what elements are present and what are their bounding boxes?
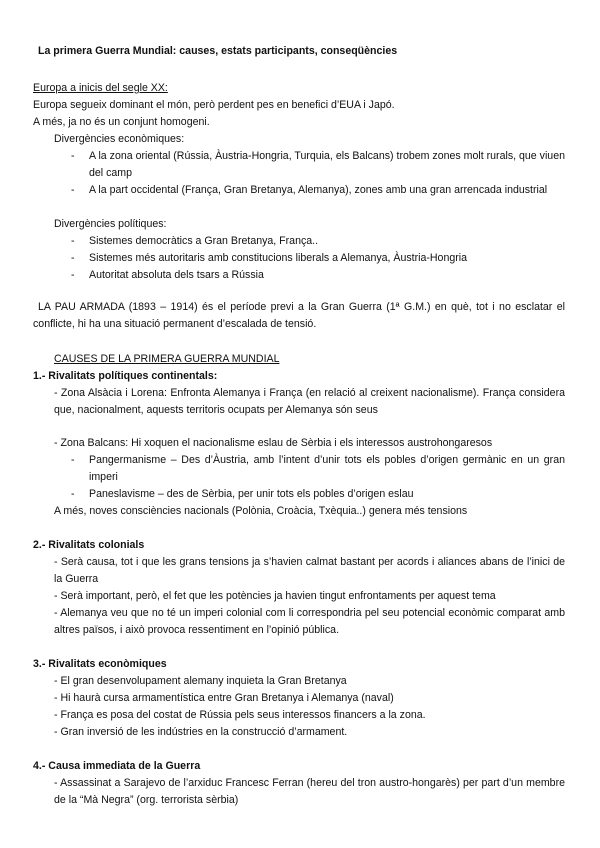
cause-2-item-2: - Serà important, però, el fet que les potències ja havien tingut enfrontaments per aquest tema [54, 590, 496, 602]
cause-3-item-3: - França es posa del costat de Rússia pels seus interessos financers a la zona. [54, 709, 426, 721]
pol-item-tsars: Autoritat absoluta dels tsars a Rússia [89, 269, 264, 281]
list-dash: - [71, 269, 75, 281]
cause-2-item-1: - Serà causa, tot i que les grans tensions ja s’havien calmat bastant per acords i aliances abans de l’inici de la Guerra [54, 556, 565, 585]
cause-1-panslavism: Paneslavisme – des de Sèrbia, per unir tots els pobles d’origen eslau [89, 488, 414, 500]
econ-item-west: A la part occidental (França, Gran Bretanya, Alemanya), zones amb una gran arrencada industrial [89, 184, 548, 196]
cause-3-item-1: - El gran desenvolupament alemany inquieta la Gran Bretanya [54, 675, 347, 687]
list-dash: - [71, 150, 75, 162]
list-dash: - [71, 184, 75, 196]
cause-1-heading: 1.- Rivalitats polítiques continentals: [33, 370, 218, 382]
list-dash: - [71, 252, 75, 264]
cause-1-new-nationalisms: A més, noves consciències nacionals (Polònia, Croàcia, Txèquia..) genera més tensions [54, 505, 468, 517]
pol-item-authoritarian: Sistemes més autoritaris amb constitucions liberals a Alemanya, Àustria-Hongria [89, 252, 468, 264]
cause-4-heading: 4.- Causa immediata de la Guerra [33, 760, 201, 772]
cause-2-item-3: - Alemanya veu que no té un imperi colonial com li correspondria pel seu potencial econòmic comparat amb altres països, i això provoca ressentiment en l’opinió pública. [54, 607, 565, 636]
europa-paragraph-2: A més, ja no és un conjunt homogeni. [33, 116, 210, 128]
list-dash: - [71, 454, 75, 466]
cause-1-balkans: - Zona Balcans: Hi xoquen el nacionalisme eslau de Sèrbia i els interessos austrohongaresos [54, 437, 493, 449]
cause-1-pangermanism: Pangermanisme – Des d’Àustria, amb l’intent d’unir tots els pobles d’origen germànic en un gran imperi [89, 454, 565, 483]
list-dash: - [71, 235, 75, 247]
causes-heading: CAUSES DE LA PRIMERA GUERRA MUNDIAL [54, 353, 280, 365]
econ-divergences-label: Divergències econòmiques: [54, 133, 185, 145]
cause-2-heading: 2.- Rivalitats colonials [33, 539, 145, 551]
list-dash: - [71, 488, 75, 500]
europa-heading: Europa a inicis del segle XX: [33, 82, 168, 94]
pol-item-democratic: Sistemes democràtics a Gran Bretanya, França.. [89, 235, 319, 247]
europa-paragraph-1: Europa segueix dominant el món, però perdent pes en benefici d’EUA i Japó. [33, 99, 395, 111]
pol-divergences-label: Divergències polítiques: [54, 218, 167, 230]
cause-1-alsace: - Zona Alsàcia i Lorena: Enfronta Alemanya i França (en relació al creixent nacionalisme). França considera que, nacionalment, aquests territoris ocupats per Alemanya són seus [54, 387, 565, 416]
cause-3-item-2: - Hi haurà cursa armamentística entre Gran Bretanya i Alemanya (naval) [54, 692, 394, 704]
econ-item-east: A la zona oriental (Rússia, Àustria-Hongria, Turquia, els Balcans) trobem zones molt rurals, que viuen del camp [89, 150, 565, 179]
document-title: La primera Guerra Mundial: causes, estats participants, conseqüències [38, 45, 398, 57]
cause-3-heading: 3.- Rivalitats econòmiques [33, 658, 167, 670]
cause-3-item-4: - Gran inversió de les indústries en la construcció d’armament. [54, 726, 348, 738]
pau-armada-paragraph: LA PAU ARMADA (1893 – 1914) és el període previ a la Gran Guerra (1ª G.M.) en què, tot i no esclatar el conflicte, hi ha una situació permanent d’escalada de tensió. [33, 301, 565, 330]
cause-4-item-1: - Assassinat a Sarajevo de l’arxiduc Francesc Ferran (hereu del tron austro-hongarès) per part d’un membre de la “Mà Negra” (org. terrorista sèrbia) [54, 777, 565, 806]
